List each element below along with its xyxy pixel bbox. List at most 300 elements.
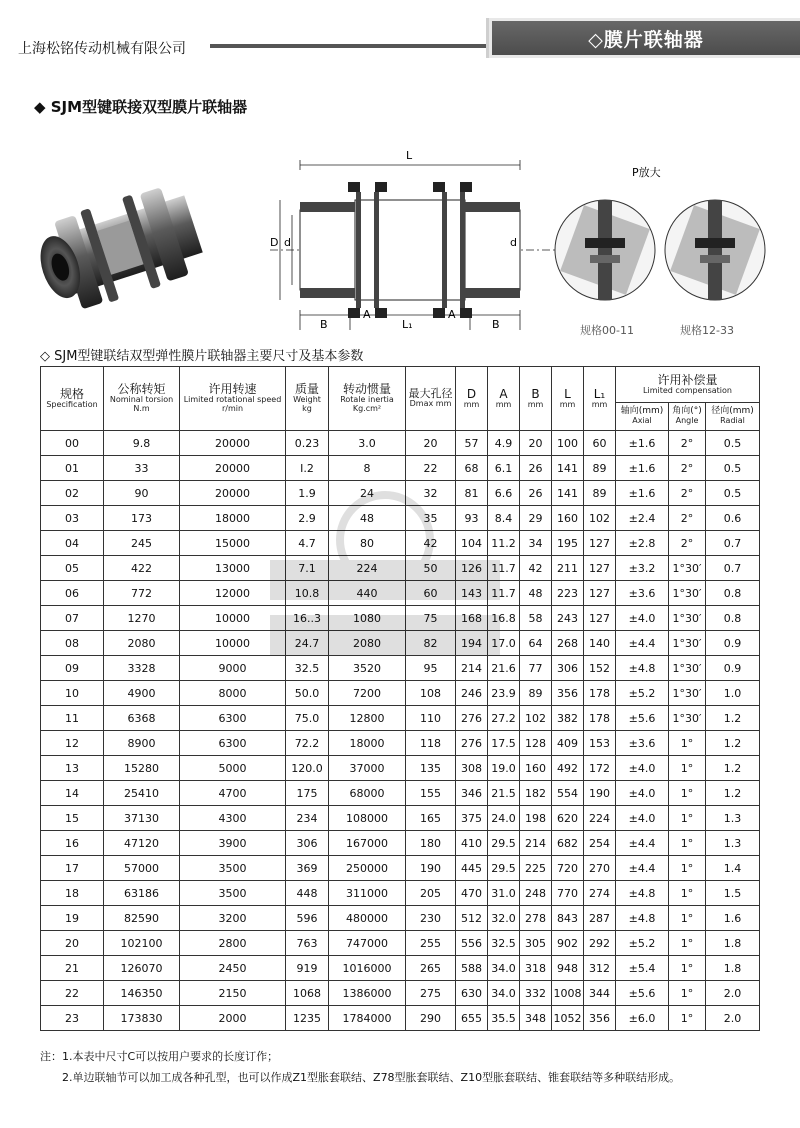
table-cell: 410 bbox=[456, 831, 488, 856]
table-cell: 10 bbox=[41, 681, 104, 706]
table-cell: 0.8 bbox=[706, 581, 760, 606]
table-cell: 211 bbox=[552, 556, 584, 581]
table-cell: 1° bbox=[669, 931, 706, 956]
table-cell: 19 bbox=[41, 906, 104, 931]
table-cell: 214 bbox=[456, 656, 488, 681]
table-cell: 80 bbox=[329, 531, 406, 556]
table-cell: 1.8 bbox=[706, 931, 760, 956]
table-cell: 0.6 bbox=[706, 506, 760, 531]
table-cell: 102 bbox=[520, 706, 552, 731]
table-cell: 11.2 bbox=[488, 531, 520, 556]
table-cell: 630 bbox=[456, 981, 488, 1006]
table-cell: 37000 bbox=[329, 756, 406, 781]
table-cell: 1068 bbox=[286, 981, 329, 1006]
table-cell: 655 bbox=[456, 1006, 488, 1031]
table-cell: ±4.0 bbox=[616, 756, 669, 781]
table-cell: ±3.6 bbox=[616, 731, 669, 756]
table-cell: ±5.2 bbox=[616, 931, 669, 956]
table-cell: 89 bbox=[520, 681, 552, 706]
table-row bbox=[41, 781, 760, 806]
table-cell: 168 bbox=[456, 606, 488, 631]
table-cell: 230 bbox=[406, 906, 456, 931]
table-cell: 0.5 bbox=[706, 481, 760, 506]
table-cell: 108 bbox=[406, 681, 456, 706]
table-cell: 126 bbox=[456, 556, 488, 581]
table-cell: 32 bbox=[406, 481, 456, 506]
table-row bbox=[41, 831, 760, 856]
table-cell: 15000 bbox=[180, 531, 286, 556]
table-cell: 29.5 bbox=[488, 831, 520, 856]
table-cell: 2° bbox=[669, 506, 706, 531]
table-cell: 747000 bbox=[329, 931, 406, 956]
table-cell: 07 bbox=[41, 606, 104, 631]
table-cell: 1°30′ bbox=[669, 556, 706, 581]
table-cell: 165 bbox=[406, 806, 456, 831]
table-cell: 3900 bbox=[180, 831, 286, 856]
table-cell: 8.4 bbox=[488, 506, 520, 531]
table-cell: 64 bbox=[520, 631, 552, 656]
table-cell: ±4.8 bbox=[616, 906, 669, 931]
section-title: ◆ SJM型键联接双型膜片联轴器 bbox=[34, 98, 248, 116]
header-weight: 质量 Weight kg bbox=[286, 367, 329, 431]
table-cell: 224 bbox=[329, 556, 406, 581]
table-cell: 47120 bbox=[104, 831, 180, 856]
table-row bbox=[41, 706, 760, 731]
dim-L: L bbox=[406, 149, 413, 162]
table-cell: ±4.0 bbox=[616, 781, 669, 806]
table-cell: 4.9 bbox=[488, 431, 520, 456]
table-cell: 23.9 bbox=[488, 681, 520, 706]
table-cell: 1°30′ bbox=[669, 656, 706, 681]
table-cell: 34 bbox=[520, 531, 552, 556]
table-cell: 77 bbox=[520, 656, 552, 681]
table-cell: ±5.2 bbox=[616, 681, 669, 706]
header-torque: 公称转矩 Nominal torsion N.m bbox=[104, 367, 180, 431]
table-cell: 81 bbox=[456, 481, 488, 506]
table-cell: 6368 bbox=[104, 706, 180, 731]
table-row bbox=[41, 431, 760, 456]
table-cell: 0.9 bbox=[706, 656, 760, 681]
table-cell: 270 bbox=[584, 856, 616, 881]
table-cell: 02 bbox=[41, 481, 104, 506]
table-cell: 102100 bbox=[104, 931, 180, 956]
table-cell: 1052 bbox=[552, 1006, 584, 1031]
table-cell: 34.0 bbox=[488, 981, 520, 1006]
table-cell: 312 bbox=[584, 956, 616, 981]
table-cell: 42 bbox=[520, 556, 552, 581]
table-cell: 1.6 bbox=[706, 906, 760, 931]
table-cell: 332 bbox=[520, 981, 552, 1006]
table-cell: 278 bbox=[520, 906, 552, 931]
table-cell: 1° bbox=[669, 756, 706, 781]
table-cell: 95 bbox=[406, 656, 456, 681]
table-cell: 190 bbox=[406, 856, 456, 881]
table-cell: 8900 bbox=[104, 731, 180, 756]
table-cell: ±4.4 bbox=[616, 856, 669, 881]
table-cell: 167000 bbox=[329, 831, 406, 856]
table-cell: 265 bbox=[406, 956, 456, 981]
table-row bbox=[41, 531, 760, 556]
table-cell: 2° bbox=[669, 531, 706, 556]
table-cell: 275 bbox=[406, 981, 456, 1006]
cross-section-drawing bbox=[270, 140, 560, 340]
table-cell: 29.5 bbox=[488, 856, 520, 881]
product-photo bbox=[30, 160, 225, 340]
table-cell: 1°30′ bbox=[669, 681, 706, 706]
table-cell: 100 bbox=[552, 431, 584, 456]
table-cell: 948 bbox=[552, 956, 584, 981]
table-cell: ±4.8 bbox=[616, 656, 669, 681]
table-cell: 1.4 bbox=[706, 856, 760, 881]
note-2: 2.单边联轴节可以加工成各种孔型，也可以作成Z1型胀套联结、Z78型胀套联结、Z10型胀套联结、锥套联结等多种联结形成。 bbox=[62, 1071, 681, 1084]
table-cell: 255 bbox=[406, 931, 456, 956]
table-cell: 720 bbox=[552, 856, 584, 881]
table-cell: 245 bbox=[104, 531, 180, 556]
table-cell: 369 bbox=[286, 856, 329, 881]
table-cell: 250000 bbox=[329, 856, 406, 881]
table-cell: 126070 bbox=[104, 956, 180, 981]
table-cell: 16.8 bbox=[488, 606, 520, 631]
table-cell: 57 bbox=[456, 431, 488, 456]
table-cell: 234 bbox=[286, 806, 329, 831]
table-cell: 178 bbox=[584, 706, 616, 731]
table-cell: 1.2 bbox=[706, 781, 760, 806]
table-row bbox=[41, 681, 760, 706]
header-D: D mm bbox=[456, 367, 488, 431]
table-cell: 118 bbox=[406, 731, 456, 756]
table-cell: 15 bbox=[41, 806, 104, 831]
header-A: A mm bbox=[488, 367, 520, 431]
note-1: 注：1.本表中尺寸C可以按用户要求的长度订作； bbox=[40, 1050, 279, 1063]
table-cell: 68000 bbox=[329, 781, 406, 806]
table-row bbox=[41, 956, 760, 981]
table-cell: 12000 bbox=[180, 581, 286, 606]
table-row bbox=[41, 906, 760, 931]
table-cell: 20000 bbox=[180, 481, 286, 506]
header-axial: 轴向(mm) Axial bbox=[616, 403, 669, 431]
table-cell: 448 bbox=[286, 881, 329, 906]
table-cell: 2800 bbox=[180, 931, 286, 956]
table-cell: 104 bbox=[456, 531, 488, 556]
notes bbox=[40, 1046, 680, 1088]
table-cell: 57000 bbox=[104, 856, 180, 881]
table-cell: 24.7 bbox=[286, 631, 329, 656]
table-cell: 35.5 bbox=[488, 1006, 520, 1031]
table-cell: 155 bbox=[406, 781, 456, 806]
table-cell: 409 bbox=[552, 731, 584, 756]
table-cell: 2000 bbox=[180, 1006, 286, 1031]
table-cell: 1°30′ bbox=[669, 706, 706, 731]
table-cell: 512 bbox=[456, 906, 488, 931]
detail-title: P放大 bbox=[632, 166, 661, 179]
table-cell: 440 bbox=[329, 581, 406, 606]
table-cell: 06 bbox=[41, 581, 104, 606]
table-cell: 1008 bbox=[552, 981, 584, 1006]
dim-A-right: A bbox=[448, 308, 456, 321]
dim-A-left: A bbox=[363, 308, 371, 321]
table-cell: 12800 bbox=[329, 706, 406, 731]
table-cell: 1235 bbox=[286, 1006, 329, 1031]
table-cell: 8000 bbox=[180, 681, 286, 706]
table-cell: ±5.6 bbox=[616, 981, 669, 1006]
table-cell: 146350 bbox=[104, 981, 180, 1006]
table-cell: ±5.4 bbox=[616, 956, 669, 981]
dim-B-left: B bbox=[320, 318, 328, 331]
dim-d: d bbox=[284, 236, 291, 249]
table-cell: 190 bbox=[584, 781, 616, 806]
table-cell: 1.3 bbox=[706, 806, 760, 831]
table-cell: 1.2 bbox=[706, 706, 760, 731]
table-cell: 21.5 bbox=[488, 781, 520, 806]
table-cell: 32.0 bbox=[488, 906, 520, 931]
table-cell: 2080 bbox=[329, 631, 406, 656]
table-row bbox=[41, 606, 760, 631]
table-cell: 492 bbox=[552, 756, 584, 781]
detail-label-right: 规格12-33 bbox=[680, 324, 734, 337]
table-cell: 7.1 bbox=[286, 556, 329, 581]
table-cell: 8 bbox=[329, 456, 406, 481]
table-cell: 17.0 bbox=[488, 631, 520, 656]
table-cell: 5000 bbox=[180, 756, 286, 781]
table-cell: 20 bbox=[520, 431, 552, 456]
table-cell: 10.8 bbox=[286, 581, 329, 606]
table-cell: 90 bbox=[104, 481, 180, 506]
table-cell: 20000 bbox=[180, 431, 286, 456]
table-cell: 21.6 bbox=[488, 656, 520, 681]
table-cell: 182 bbox=[520, 781, 552, 806]
table-cell: ±1.6 bbox=[616, 431, 669, 456]
table-cell: ±4.4 bbox=[616, 831, 669, 856]
table-cell: 10000 bbox=[180, 631, 286, 656]
table-cell: 0.9 bbox=[706, 631, 760, 656]
table-cell: 63186 bbox=[104, 881, 180, 906]
table-cell: 682 bbox=[552, 831, 584, 856]
table-cell: 1.2 bbox=[706, 731, 760, 756]
table-cell: 2° bbox=[669, 431, 706, 456]
table-cell: 248 bbox=[520, 881, 552, 906]
table-cell: 6300 bbox=[180, 706, 286, 731]
table-cell: 1° bbox=[669, 806, 706, 831]
table-cell: 0.5 bbox=[706, 431, 760, 456]
table-cell: 00 bbox=[41, 431, 104, 456]
header-spec: 规格 Specification bbox=[41, 367, 104, 431]
table-cell: 382 bbox=[552, 706, 584, 731]
table-cell: 292 bbox=[584, 931, 616, 956]
table-cell: 4900 bbox=[104, 681, 180, 706]
table-cell: 160 bbox=[552, 506, 584, 531]
header-L: L mm bbox=[552, 367, 584, 431]
table-cell: 2° bbox=[669, 481, 706, 506]
table-row bbox=[41, 731, 760, 756]
table-cell: 153 bbox=[584, 731, 616, 756]
table-cell: 1.2 bbox=[706, 756, 760, 781]
table-cell: 290 bbox=[406, 1006, 456, 1031]
table-cell: 2080 bbox=[104, 631, 180, 656]
table-row bbox=[41, 481, 760, 506]
header-inertia: 转动惯量 Rotale inertia Kg.cm² bbox=[329, 367, 406, 431]
table-cell: 11.7 bbox=[488, 581, 520, 606]
table-cell: 29 bbox=[520, 506, 552, 531]
table-cell: 09 bbox=[41, 656, 104, 681]
table-cell: 1386000 bbox=[329, 981, 406, 1006]
table-cell: 26 bbox=[520, 456, 552, 481]
table-cell: 140 bbox=[584, 631, 616, 656]
table-cell: 11 bbox=[41, 706, 104, 731]
table-cell: 13 bbox=[41, 756, 104, 781]
table-cell: 15280 bbox=[104, 756, 180, 781]
table-cell: 20 bbox=[406, 431, 456, 456]
table-cell: 214 bbox=[520, 831, 552, 856]
table-cell: 254 bbox=[584, 831, 616, 856]
table-cell: 311000 bbox=[329, 881, 406, 906]
table-cell: 152 bbox=[584, 656, 616, 681]
table-cell: 480000 bbox=[329, 906, 406, 931]
table-cell: 246 bbox=[456, 681, 488, 706]
table-cell: 422 bbox=[104, 556, 180, 581]
table-cell: 770 bbox=[552, 881, 584, 906]
table-row bbox=[41, 806, 760, 831]
table-cell: 596 bbox=[286, 906, 329, 931]
table-cell: 21 bbox=[41, 956, 104, 981]
table-cell: 4700 bbox=[180, 781, 286, 806]
table-cell: 268 bbox=[552, 631, 584, 656]
table-cell: 20 bbox=[41, 931, 104, 956]
table-cell: 0.7 bbox=[706, 556, 760, 581]
table-cell: 2.9 bbox=[286, 506, 329, 531]
table-cell: 128 bbox=[520, 731, 552, 756]
table-cell: 27.2 bbox=[488, 706, 520, 731]
table-cell: 173 bbox=[104, 506, 180, 531]
table-cell: 1016000 bbox=[329, 956, 406, 981]
table-cell: 1784000 bbox=[329, 1006, 406, 1031]
table-cell: 1° bbox=[669, 731, 706, 756]
table-cell: 17 bbox=[41, 856, 104, 881]
header-speed: 许用转速 Limited rotational speed r/min bbox=[180, 367, 286, 431]
table-cell: 620 bbox=[552, 806, 584, 831]
table-cell: 7200 bbox=[329, 681, 406, 706]
table-cell: 89 bbox=[584, 456, 616, 481]
table-cell: 20000 bbox=[180, 456, 286, 481]
detail-label-left: 规格00-11 bbox=[580, 324, 634, 337]
table-cell: 223 bbox=[552, 581, 584, 606]
header-L1: L₁ mm bbox=[584, 367, 616, 431]
table-cell: 6300 bbox=[180, 731, 286, 756]
table-cell: 1° bbox=[669, 956, 706, 981]
header-radial: 径向(mm) Radial bbox=[706, 403, 760, 431]
table-row bbox=[41, 881, 760, 906]
table-cell: 2.0 bbox=[706, 1006, 760, 1031]
table-cell: 10000 bbox=[180, 606, 286, 631]
table-cell: 4300 bbox=[180, 806, 286, 831]
table-cell: 3500 bbox=[180, 881, 286, 906]
table-cell: 276 bbox=[456, 706, 488, 731]
table-cell: 3520 bbox=[329, 656, 406, 681]
table-cell: 127 bbox=[584, 581, 616, 606]
table-cell: 772 bbox=[104, 581, 180, 606]
table-cell: 1080 bbox=[329, 606, 406, 631]
table-cell: 9000 bbox=[180, 656, 286, 681]
table-cell: 1° bbox=[669, 831, 706, 856]
table-cell: 1°30′ bbox=[669, 606, 706, 631]
table-cell: 31.0 bbox=[488, 881, 520, 906]
table-cell: 1°30′ bbox=[669, 581, 706, 606]
table-cell: 1° bbox=[669, 1006, 706, 1031]
table-cell: ±2.8 bbox=[616, 531, 669, 556]
table-cell: 89 bbox=[584, 481, 616, 506]
table-row bbox=[41, 981, 760, 1006]
header-B: B mm bbox=[520, 367, 552, 431]
table-cell: 306 bbox=[552, 656, 584, 681]
table-cell: ±5.6 bbox=[616, 706, 669, 731]
table-cell: 135 bbox=[406, 756, 456, 781]
table-cell: 127 bbox=[584, 531, 616, 556]
table-cell: 205 bbox=[406, 881, 456, 906]
table-cell: 50 bbox=[406, 556, 456, 581]
table-cell: 1.8 bbox=[706, 956, 760, 981]
table-row bbox=[41, 631, 760, 656]
table-row bbox=[41, 456, 760, 481]
table-cell: 17.5 bbox=[488, 731, 520, 756]
table-cell: 26 bbox=[520, 481, 552, 506]
detail-views bbox=[550, 160, 770, 340]
table-cell: 01 bbox=[41, 456, 104, 481]
table-cell: 243 bbox=[552, 606, 584, 631]
table-cell: 470 bbox=[456, 881, 488, 906]
table-cell: 143 bbox=[456, 581, 488, 606]
table-cell: 0.5 bbox=[706, 456, 760, 481]
table-cell: 72.2 bbox=[286, 731, 329, 756]
table-cell: 110 bbox=[406, 706, 456, 731]
table-cell: 843 bbox=[552, 906, 584, 931]
table-cell: 4.7 bbox=[286, 531, 329, 556]
table-cell: 32.5 bbox=[488, 931, 520, 956]
table-cell: 127 bbox=[584, 606, 616, 631]
table-cell: 1270 bbox=[104, 606, 180, 631]
table-cell: 375 bbox=[456, 806, 488, 831]
table-title: ◇ SJM型键联结双型弹性膜片联轴器主要尺寸及基本参数 bbox=[40, 349, 364, 364]
table-cell: 198 bbox=[520, 806, 552, 831]
table-cell: 172 bbox=[584, 756, 616, 781]
table-cell: 3328 bbox=[104, 656, 180, 681]
header-rule bbox=[210, 44, 500, 48]
table-cell: 224 bbox=[584, 806, 616, 831]
table-cell: 11.7 bbox=[488, 556, 520, 581]
table-cell: ±3.6 bbox=[616, 581, 669, 606]
table-cell: 1°30′ bbox=[669, 631, 706, 656]
table-cell: 127 bbox=[584, 556, 616, 581]
table-cell: 68 bbox=[456, 456, 488, 481]
table-cell: 34.0 bbox=[488, 956, 520, 981]
table-cell: 82590 bbox=[104, 906, 180, 931]
table-cell: 180 bbox=[406, 831, 456, 856]
table-cell: 194 bbox=[456, 631, 488, 656]
table-cell: 12 bbox=[41, 731, 104, 756]
table-cell: 9.8 bbox=[104, 431, 180, 456]
table-cell: 42 bbox=[406, 531, 456, 556]
table-cell: 102 bbox=[584, 506, 616, 531]
table-cell: 225 bbox=[520, 856, 552, 881]
table-cell: 445 bbox=[456, 856, 488, 881]
table-cell: 305 bbox=[520, 931, 552, 956]
table-cell: 22 bbox=[406, 456, 456, 481]
figure-area bbox=[30, 140, 780, 340]
table-cell: 2150 bbox=[180, 981, 286, 1006]
table-cell: 356 bbox=[552, 681, 584, 706]
table-cell: ±1.6 bbox=[616, 456, 669, 481]
table-cell: 19.0 bbox=[488, 756, 520, 781]
table-cell: 75.0 bbox=[286, 706, 329, 731]
table-cell: 24.0 bbox=[488, 806, 520, 831]
